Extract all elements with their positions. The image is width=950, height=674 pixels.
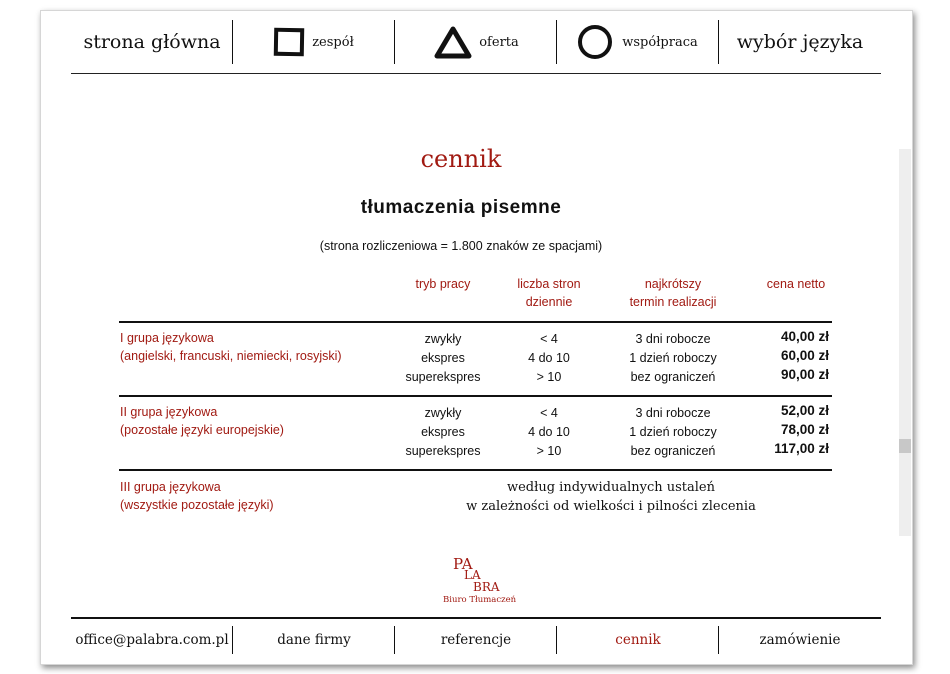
group-2-name: II grupa językowa <box>120 405 218 419</box>
logo-line-2: LA <box>464 568 481 582</box>
price-cell: 52,00 zł <box>780 403 829 418</box>
footer-email-link[interactable] <box>71 624 233 656</box>
header-term-line1: najkrótszy <box>644 277 702 291</box>
table-cell: ekspres <box>421 351 465 365</box>
group-1-pages <box>501 330 597 387</box>
footer-company: dane firmy <box>277 632 351 648</box>
header-price: cena netto <box>766 277 826 291</box>
logo-tagline: Biuro Tłumaczeń <box>443 595 517 605</box>
table-cell: 1 dzień roboczy <box>629 425 717 439</box>
table-cell: superekspres <box>405 370 481 384</box>
price-cell: 90,00 zł <box>780 367 829 382</box>
palabra-logo <box>435 555 525 607</box>
page-frame <box>40 10 913 665</box>
table-cell: superekspres <box>405 444 481 458</box>
table-cell: 3 dni robocze <box>635 332 711 346</box>
nav-offer-label: oferta <box>479 34 519 50</box>
group-3-name: III grupa językowa <box>120 480 221 494</box>
circle-icon <box>578 25 612 59</box>
footer-divider <box>71 617 881 619</box>
nav-team-label: zespół <box>312 34 354 50</box>
nav-offer[interactable] <box>395 19 557 65</box>
footer-pricing-link[interactable] <box>557 624 719 656</box>
price-cell: 117,00 zł <box>774 441 829 456</box>
header-pages <box>499 275 599 311</box>
footer-nav <box>71 624 881 656</box>
top-nav <box>71 19 881 74</box>
table-cell: > 10 <box>536 444 562 458</box>
header-mode: tryb pracy <box>415 277 471 291</box>
footer-references: referencje <box>440 632 512 648</box>
section-subtitle: tłumaczenia pisemne <box>360 197 562 218</box>
group-1-prices <box>737 327 829 384</box>
group-3-note <box>421 478 801 516</box>
table-cell: zwykły <box>424 406 462 420</box>
table-cell: 3 dni robocze <box>635 406 711 420</box>
group-2-pages <box>501 404 597 461</box>
group-2-terms <box>607 404 739 461</box>
header-term <box>603 275 743 311</box>
group-1-terms <box>607 330 739 387</box>
table-cell: 4 do 10 <box>528 351 570 365</box>
table-cell: bez ograniczeń <box>630 444 716 458</box>
table-cell: 1 dzień roboczy <box>629 351 717 365</box>
logo-line-1: PA <box>453 555 473 573</box>
footer-references-link[interactable] <box>395 624 557 656</box>
group-3-label <box>120 478 274 514</box>
table-cell: < 4 <box>540 406 558 420</box>
group-2-label <box>120 403 284 439</box>
scrollbar-thumb[interactable] <box>899 439 911 453</box>
header-pages-line2: dziennie <box>525 295 573 309</box>
triangle-icon <box>433 25 473 59</box>
scrollbar-track[interactable] <box>899 149 911 536</box>
table-cell: < 4 <box>540 332 558 346</box>
footer-email: office@palabra.com.pl <box>75 632 229 648</box>
header-term-line2: termin realizacji <box>629 295 717 309</box>
group-1-label <box>120 329 342 365</box>
price-cell: 40,00 zł <box>780 329 829 344</box>
table-cell: > 10 <box>536 370 562 384</box>
table-cell: bez ograniczeń <box>630 370 716 384</box>
table-cell: 4 do 10 <box>528 425 570 439</box>
group-2-modes <box>381 404 505 461</box>
price-cell: 78,00 zł <box>780 422 829 437</box>
table-cell: ekspres <box>421 425 465 439</box>
group-1-name: I grupa językowa <box>120 331 214 345</box>
nav-language-label: wybór języka <box>736 31 864 53</box>
group-1-desc: (angielski, francuski, niemiecki, rosyjski) <box>120 349 342 363</box>
group-3-line1: według indywidualnych ustaleń <box>506 480 715 495</box>
group-2-prices <box>737 401 829 458</box>
table-divider <box>119 469 832 471</box>
group-1-modes <box>381 330 505 387</box>
square-icon <box>274 28 304 57</box>
page-title: cennik <box>420 145 502 173</box>
header-pages-line1: liczba stron <box>517 277 581 291</box>
nav-cooperation[interactable] <box>557 19 719 65</box>
footer-order: zamówienie <box>759 632 841 648</box>
group-3-desc: (wszystkie pozostałe języki) <box>120 498 274 512</box>
nav-cooperation-label: współpraca <box>622 34 698 50</box>
logo-line-3: BRA <box>473 580 500 594</box>
table-cell: zwykły <box>424 332 462 346</box>
nav-home[interactable] <box>71 19 233 65</box>
group-2-desc: (pozostałe języki europejskie) <box>120 423 284 437</box>
group-3-line2: w zależności od wielkości i pilności zlecenia <box>466 499 756 514</box>
table-divider <box>119 395 832 397</box>
table-divider <box>119 321 832 323</box>
footer-company-link[interactable] <box>233 624 395 656</box>
price-cell: 60,00 zł <box>780 348 829 363</box>
nav-team[interactable] <box>233 19 395 65</box>
footer-order-link[interactable] <box>719 624 881 656</box>
pricing-note: (strona rozliczeniowa = 1.800 znaków ze spacjami) <box>319 239 603 253</box>
footer-pricing: cennik <box>615 632 661 648</box>
nav-language[interactable] <box>719 19 881 65</box>
nav-home-label: strona główna <box>83 31 221 53</box>
